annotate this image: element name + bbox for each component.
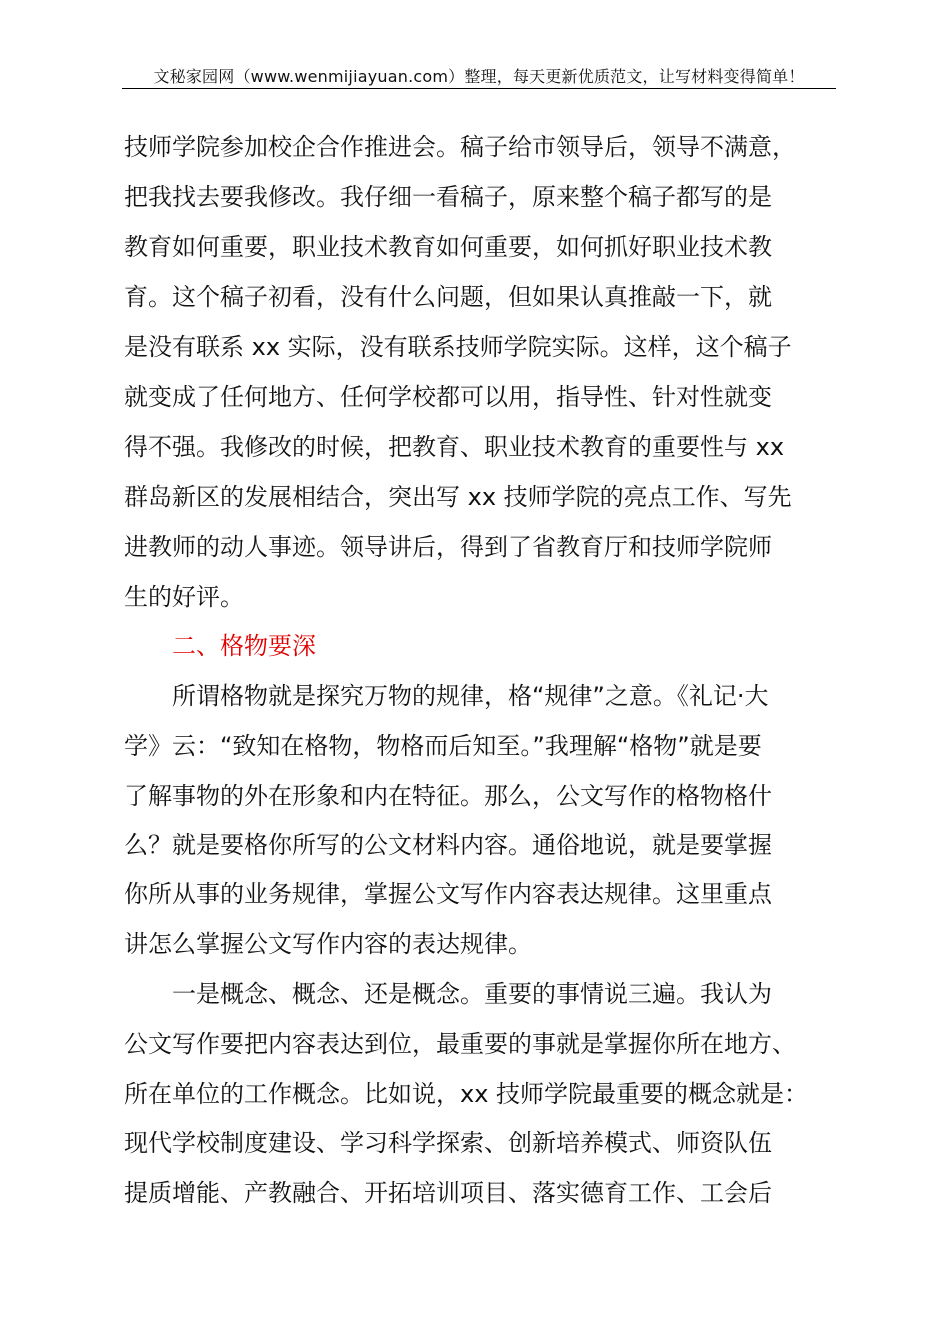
paragraph-line: 技师学院参加校企合作推进会。稿子给市领导后，领导不满意， xyxy=(124,133,796,161)
paragraph-line: 得不强。我修改的时候，把教育、职业技术教育的重要性与 xx xyxy=(124,433,785,461)
paragraph-line: 就变成了任何地方、任何学校都可以用，指导性、针对性就变 xyxy=(124,383,772,411)
paragraph-line: 提质增能、产教融合、开拓培训项目、落实德育工作、工会后 xyxy=(124,1179,772,1207)
paragraph-line: 把我找去要我修改。我仔细一看稿子，原来整个稿子都写的是 xyxy=(124,183,772,211)
paragraph-line: 群岛新区的发展相结合，突出写 xx 技师学院的亮点工作、写先 xyxy=(124,483,792,511)
paragraph-line: 生的好评。 xyxy=(124,583,244,611)
paragraph-line: 现代学校制度建设、学习科学探索、创新培养模式、师资队伍 xyxy=(124,1129,772,1157)
page-header: 文秘家园网（www.wenmijiayuan.com）整理，每天更新优质范文，让写材料变得简单！ xyxy=(153,67,805,86)
paragraph-line: 教育如何重要，职业技术教育如何重要，如何抓好职业技术教 xyxy=(124,233,772,261)
section-heading: 二、格物要深 xyxy=(172,632,316,660)
paragraph-line: 了解事物的外在形象和内在特征。那么，公文写作的格物格什 xyxy=(124,782,772,810)
paragraph-line: 进教师的动人事迹。领导讲后，得到了省教育厅和技师学院师 xyxy=(124,533,772,561)
paragraph-line: 是没有联系 xx 实际，没有联系技师学院实际。这样，这个稿子 xyxy=(124,333,792,361)
header-divider xyxy=(122,88,836,89)
paragraph-line: 所在单位的工作概念。比如说，xx 技师学院最重要的概念就是： xyxy=(124,1080,809,1108)
paragraph-line: 所谓格物就是探究万物的规律，格“规律”之意。《礼记·大 xyxy=(172,682,769,710)
paragraph-line: 么？就是要格你所写的公文材料内容。通俗地说，就是要掌握 xyxy=(124,831,772,859)
paragraph-line: 育。这个稿子初看，没有什么问题，但如果认真推敲一下，就 xyxy=(124,283,772,311)
paragraph-line: 学》云：“致知在格物，物格而后知至。”我理解“格物”就是要 xyxy=(124,732,762,760)
paragraph-line: 你所从事的业务规律，掌握公文写作内容表达规律。这里重点 xyxy=(124,880,772,908)
paragraph-line: 公文写作要把内容表达到位，最重要的事就是掌握你所在地方、 xyxy=(124,1030,796,1058)
paragraph-line: 一是概念、概念、还是概念。重要的事情说三遍。我认为 xyxy=(172,980,772,1008)
paragraph-line: 讲怎么掌握公文写作内容的表达规律。 xyxy=(124,930,532,958)
